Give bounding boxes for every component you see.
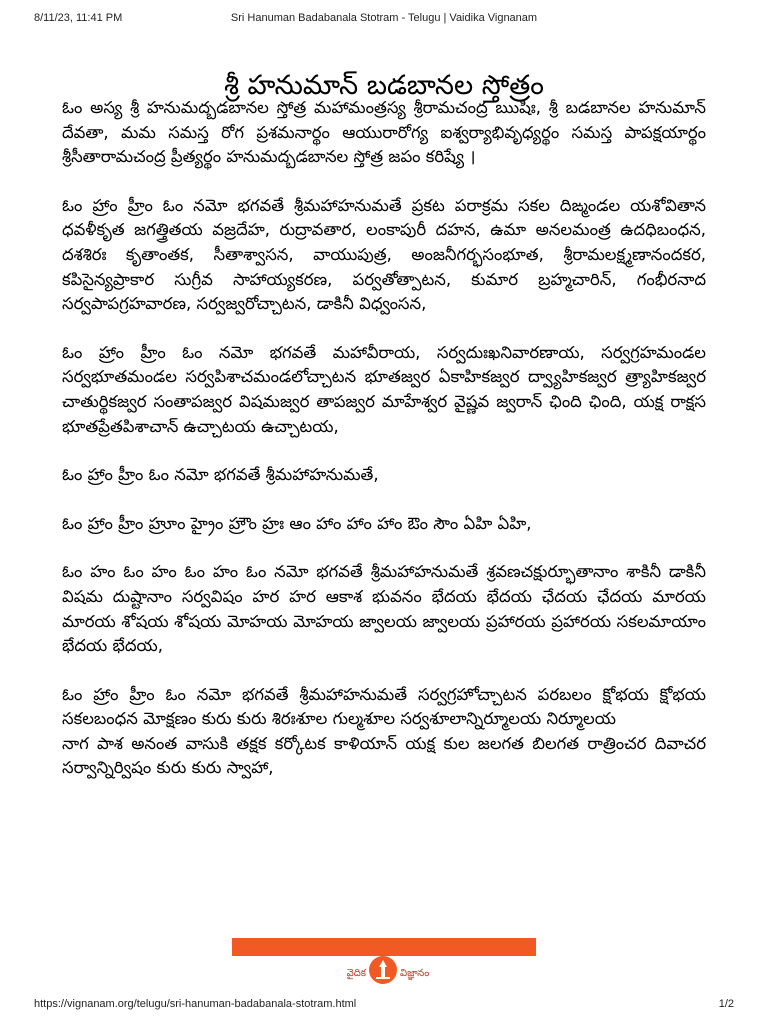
brand-left-text: వైదిక [346, 968, 366, 979]
paragraph-1: ఓం అస్య శ్రీ హనుమద్బడబానల స్తోత్ర మహామంత్రస్య శ్రీరామచంద్ర ఋషిః, శ్రీ బడబానల హనుమాన్ దేవతా, మమ సమస్త రోగ ప్రశమనార్థం ఆయురారోగ్య ఐశ్వర్యాభివృధ్యర్థం సమస్త పాపక్షయార్థం శ్రీసీతారామచంద్ర ప్రీత్యర్థం హనుమద్బడబానల స్తోత్ర జపం కరిష్యే । [62, 98, 706, 167]
brand-bar [232, 938, 536, 956]
print-header [34, 12, 734, 28]
print-url[interactable]: https://vignanam.org/telugu/sri-hanuman-badabanala-stotram.html [34, 998, 357, 1010]
brand-logo-row [232, 955, 536, 989]
paragraph-2: ఓం హ్రాం హ్రీం ఓం నమో భగవతే శ్రీమహాహనుమతే ప్రకట పరాక్రమ సకల దిఙ్మండల యశోవితాన ధవళీకృత జగత్త్రితయ వజ్రదేహ, రుద్రావతార, లంకాపురీ దహన, ఉమా అనలమంత్ర ఉదధిబంధన, దశశిరః కృతాంతక, సీతాశ్వాసన, వాయుపుత్ర, అంజనీగర్భసంభూత, శ్రీరామలక్ష్మణానందకర, కపిసైన్యప్రాకార సుగ్రీవ సాహాయ్యకరణ, పర్వతోత్పాటన, కుమార బ్రహ్మచారిన్, గంభీరనాద సర్వపాపగ్రహవారణ, సర్వజ్వరోచ్చాటన, డాకినీ విధ్వంసన, [62, 195, 706, 314]
print-page-number: 1/2 [718, 998, 734, 1010]
print-footer [34, 998, 734, 1014]
paragraph-4: ఓం హ్రాం హ్రీం ఓం నమో భగవతే శ్రీమహాహనుమతే, [62, 465, 379, 485]
stotram-body [62, 96, 706, 805]
paragraph-7: ఓం హ్రాం హ్రీం ఓం నమో భగవతే శ్రీమహాహనుమతే సర్వగ్రహోచ్చాటన పరబలం క్షోభయ క్షోభయ సకలబంధన మోక్షణం కురు కురు శిరఃశూల గుల్మశూల సర్వశూలాన్నిర్మూలయ నిర్మూలయ [62, 684, 706, 729]
paragraph-8: నాగ పాశ అనంత వాసుకి తక్షక కర్కోటక కాళియాన్ యక్ష కుల జలగత బిలగత రాత్రించర దివాచర సర్వాన్నిర్విషం కురు కురు స్వాహా, [62, 733, 706, 778]
paragraph-6: ఓం హం ఓం హం ఓం హం ఓం నమో భగవతే శ్రీమహాహనుమతే శ్రవణచక్షుర్భూతానాం శాకినీ డాకినీ విషమ దుష్టానాం సర్వవిషం హర హర ఆకాశ భువనం భేదయ భేదయ ఛేదయ ఛేదయ మారయ మారయ శోషయ శోషయ మోహయ మోహయ జ్వాలయ జ్వాలయ ప్రహారయ ప్రహారయ సకలమాయాం భేదయ భేదయ, [62, 562, 706, 656]
paragraph-5: ఓం హ్రాం హ్రీం హ్రూం హ్రైం హ్రౌం హ్రః ఆం హాం హాం హాం ఔం సౌం ఏహి ఏహి, [62, 513, 532, 533]
document-title: శ్రీ హనుమాన్ బడబానల స్తోత్రం [224, 70, 544, 102]
paragraph-3: ఓం హ్రాం హ్రీం ఓం నమో భగవతే మహావీరాయ, సర్వదుఃఖనివారణాయ, సర్వగ్రహమండల సర్వభూతమండల సర్వపిశాచమండలోచ్చాటన భూతజ్వర ఏకాహికజ్వర ద్వ్యాహికజ్వర త్ర్యాహికజ్వర చాతుర్థికజ్వర సంతాపజ్వర విషమజ్వర తాపజ్వర మాహేశ్వర వైష్ణవ జ్వరాన్ ఛింది ఛింది, యక్ష రాక్షస భూతప్రేతపిశాచాన్ ఉచ్చాటయ ఉచ్చాటయ, [62, 342, 706, 436]
print-datetime: 8/11/23, 11:41 PM [34, 12, 123, 24]
print-page-title: Sri Hanuman Badabanala Stotram - Telugu | Vaidika Vignanam [230, 12, 538, 24]
brand-right-text: విజ్ఞానం [400, 968, 430, 979]
temple-icon [368, 955, 398, 985]
